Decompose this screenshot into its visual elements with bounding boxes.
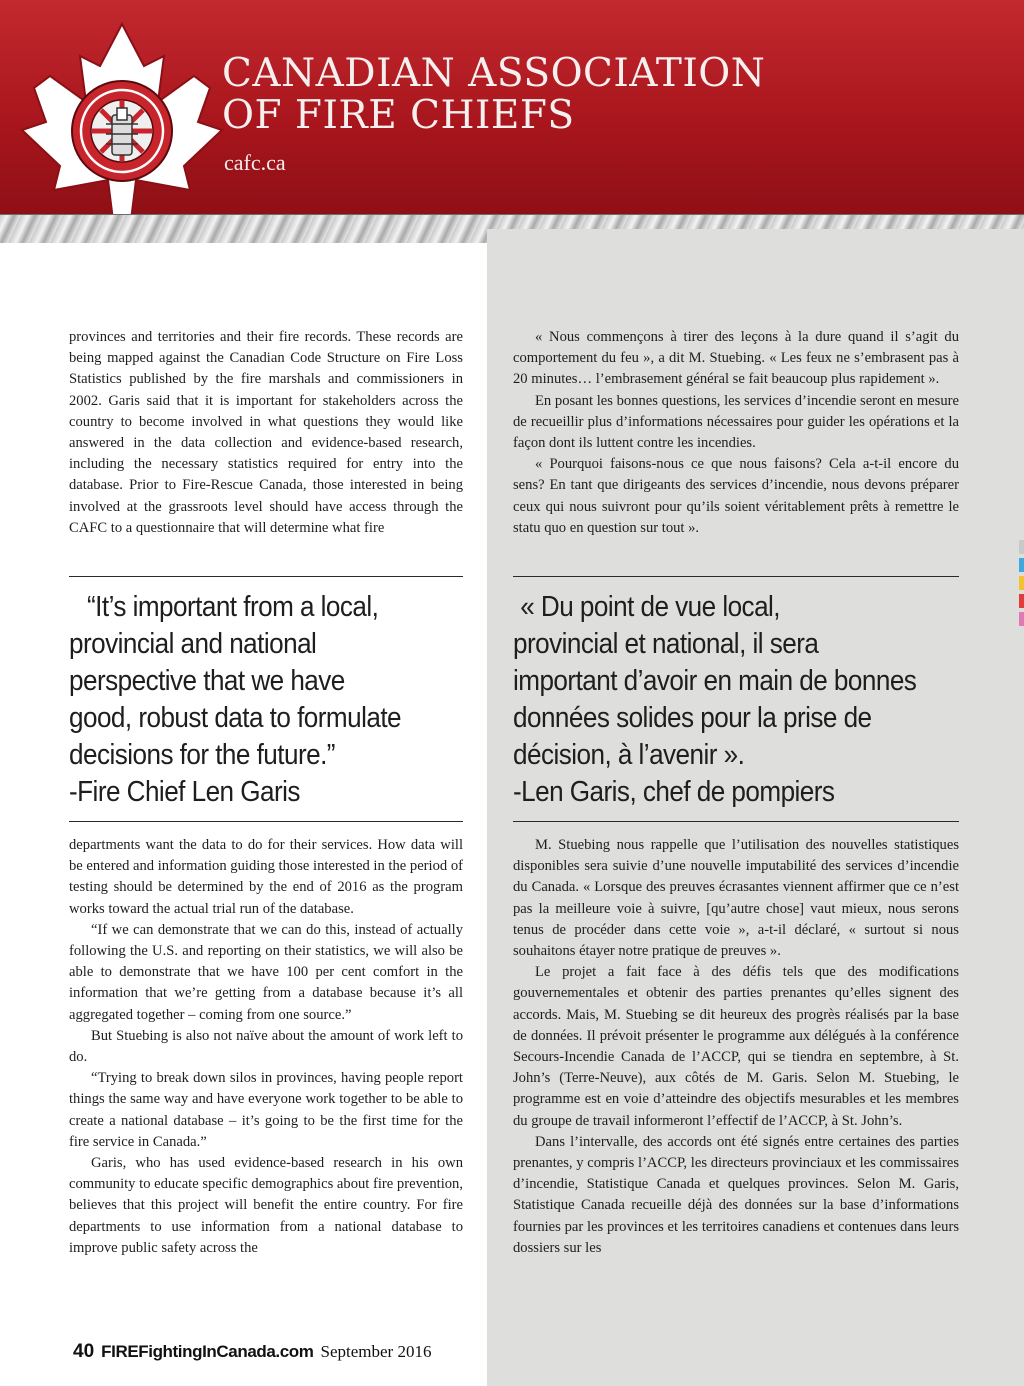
pull-quote-bottom-rule <box>513 821 959 822</box>
edge-mark <box>1019 576 1024 590</box>
magazine-brand[interactable]: FIREFightingInCanada.com <box>101 1342 314 1361</box>
paragraph: “Trying to break down silos in provinces, having people report things the same way and have everyone work together to be able to create a national database – it’s going to be the first time for the fire service in Canada.” <box>69 1070 463 1150</box>
french-column-top <box>513 327 959 539</box>
paragraph: « Nous commençons à tirer des leçons à la dure quand il s’agit du comportement du feu », a dit M. Stuebing. « Les feux ne s’embrasent pas à 20 minutes… l’embrasement général se fait beaucoup plus rapidement ». <box>513 329 959 388</box>
pull-quote-top-rule <box>513 576 959 577</box>
header-banner <box>0 0 1024 228</box>
website-url[interactable]: cafc.ca <box>224 150 286 175</box>
pull-quote-line: provincial and national <box>69 628 317 660</box>
diamond-plate-strip <box>0 214 1024 243</box>
english-column-bottom <box>69 835 463 1259</box>
paragraph: M. Stuebing nous rappelle que l’utilisation des nouvelles statistiques disponibles sera suivie d’une nouvelle imputabilité des services d’incendie du Canada. « Lorsque des preuves écrasantes viennent affirmer que ce n’est pas la meilleure voie à suivre, [qu’autre chose] vaut mieux, nous serons tenus de procéder dans cette voie », a-t-il déclaré, « surtout si nous souhaitons étayer notre pratique de preuves ». <box>513 837 959 960</box>
paragraph: Dans l’intervalle, des accords ont été signés entre certaines des parties prenantes, y compris l’ACCP, les directeurs provinciaux et les commissaires d’incendie, Statistique Canada et quelques provinces. Selon M. Garis, Statistique Canada recueille déjà des données sur la base d’informations fournies par les provinces et les territoires canadiens et contenues dans leurs dossiers sur les <box>513 1133 959 1256</box>
fire-chief-emblem-icon <box>72 81 172 181</box>
pull-quote-line: provincial et national, il sera <box>513 628 819 660</box>
pull-quote-attribution: -Fire Chief Len Garis <box>69 776 300 808</box>
page-footer <box>73 1341 431 1363</box>
edge-mark <box>1019 612 1024 626</box>
english-pull-quote <box>69 589 401 811</box>
maple-leaf-icon <box>18 18 226 230</box>
paragraph: provinces and territories and their fire records. These records are being mapped against the Canadian Code Structure on Fire Loss Statistics published by the fire marshals and commissioners in 2002. Garis said that it is important for stakeholders across the country to become involved in what questions they would like answered in the data collection and evidence-based research, including the necessary statistics required for entry into the database. Prior to Fire-Rescue Canada, those interested in being involved at the grassroots level should have access through the CAFC to a questionnaire that will determine what fire <box>69 329 463 536</box>
paragraph: Le projet a fait face à des défis tels que des modifications gouvernementales et obtenir des parties prenantes qu’elles signent des accords. Mais, M. Stuebing se dit heureux des progrès réalisés par la base de données. Il prévoit présenter le programme aux délégués à la conférence Secours-Incendie Canada de l’ACCP, qui se tiendra en septembre, à St. John’s (Terre-Neuve), aux côtés de M. Garis. Selon M. Stuebing, le programme est en voie d’atteindre des objectifs mesurables et les membres du groupe de travail informeront l’effectif de l’ACCP, à St. John’s. <box>513 964 959 1129</box>
paragraph: Garis, who has used evidence-based research in his own community to educate specific demographics about fire prevention, believes that this project will benefit the entire country. For fire departments to use information from a national database to improve public safety across the <box>69 1155 463 1256</box>
pull-quote-line: important d’avoir en main de bonnes <box>513 665 917 697</box>
pull-quote-line: perspective that we have <box>69 665 345 697</box>
paragraph: En posant les bonnes questions, les services d’incendie seront en mesure de recueillir plus d’informations nécessaires pour guider les opérations et la façon dont ils luttent contre les incendies. <box>513 392 959 452</box>
pull-quote-line: decisions for the future.” <box>69 739 335 771</box>
paragraph: « Pourquoi faisons-nous ce que nous faisons? Cela a-t-il encore du sens? En tant que dirigeants des services d’incendie, nous devons préparer ceux qui nous suivront pour qu’ils soient véritablement prêts à remettre le statu quo en question sur tout ». <box>513 456 959 536</box>
pull-quote-line: “It’s important from a local, <box>87 591 379 623</box>
pull-quote-bottom-rule <box>69 821 463 822</box>
pull-quote-line: « Du point de vue local, <box>520 591 781 623</box>
french-pull-quote <box>513 589 916 811</box>
paragraph: “If we can demonstrate that we can do this, instead of actually following the U.S. and reporting on their statistics, we will also be able to demonstrate that we have 100 per cent comfort in the information that we’re getting from a database because it’s all aggregated together – coming from one source.” <box>69 921 463 1023</box>
edge-mark <box>1019 558 1024 572</box>
issue-date: September 2016 <box>320 1342 432 1361</box>
paragraph: But Stuebing is also not naïve about the amount of work left to do. <box>69 1027 463 1066</box>
french-column-bottom <box>513 835 959 1259</box>
pull-quote-line: good, robust data to formulate <box>69 702 402 734</box>
pull-quote-line: décision, à l’avenir ». <box>513 739 745 771</box>
pull-quote-attribution: -Len Garis, chef de pompiers <box>513 776 835 808</box>
org-name-line2: OF FIRE CHIEFS <box>222 93 575 138</box>
pull-quote-line: données solides pour la prise de <box>513 702 872 734</box>
paragraph: departments want the data to do for their services. How data will be entered and information guiding those interested in the period of testing should be determined by the end of 2016 as the program works toward the actual trial run of the database. <box>69 837 463 917</box>
page-number: 40 <box>73 1341 95 1362</box>
edge-mark <box>1019 594 1024 608</box>
pull-quote-top-rule <box>69 576 463 577</box>
edge-mark <box>1019 540 1024 554</box>
english-column-top <box>69 327 463 539</box>
org-name-line1: CANADIAN ASSOCIATION <box>222 51 766 96</box>
